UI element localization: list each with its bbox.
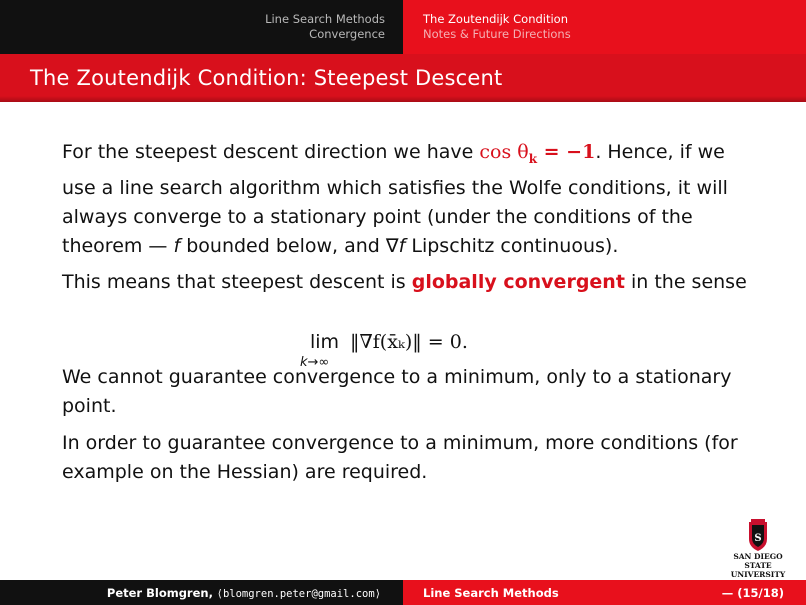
nav-left-panel xyxy=(0,0,403,54)
eq-lim-subscript: k→∞ xyxy=(300,355,330,370)
nav-section-notes[interactable]: Notes & Future Directions xyxy=(423,27,571,41)
sdsu-wordmark-line1: SAN DIEGO STATE xyxy=(733,552,783,570)
nav-right-panel xyxy=(403,0,806,54)
navigation-bar xyxy=(0,0,806,54)
footer-author-name: Peter Blomgren, xyxy=(106,586,213,600)
nav-section-zoutendijk[interactable]: The Zoutendijk Condition xyxy=(423,12,569,26)
svg-text:S: S xyxy=(754,533,762,544)
globally-convergent-emphasis: globally convergent xyxy=(411,270,625,293)
sdsu-wordmark xyxy=(722,552,794,579)
footer-author xyxy=(107,586,381,600)
p2-text-b: in the sense xyxy=(624,270,747,293)
limit-equation xyxy=(300,331,560,377)
frame-title-bar xyxy=(0,54,806,102)
sdsu-wordmark-line2: UNIVERSITY xyxy=(730,570,786,579)
p1-f-grad: f xyxy=(398,234,406,257)
p1-text-b: . Hence, if we use a line search algorithm which satisfies the Wolfe conditions, it will always converge to a stationary point (under the conditions of the theorem — xyxy=(62,141,728,257)
p1-f: f xyxy=(173,234,181,257)
footer-short-title: Line Search Methods xyxy=(423,586,559,600)
nav-section-convergence[interactable]: Convergence xyxy=(309,27,385,41)
p1-text-a: For the steepest descent direction we have xyxy=(62,141,480,163)
paragraph-hessian-conditions: In order to guarantee convergence to a minimum, more conditions (for example on the Hessian) are required. xyxy=(62,431,738,483)
p1-text-d: Lipschitz continuous). xyxy=(405,234,619,257)
sdsu-shield-icon xyxy=(722,517,794,553)
footer-page-number: — (15/18) xyxy=(721,586,784,600)
cos-theta-value: = −1 xyxy=(537,141,596,163)
eq-lim: lim xyxy=(310,331,340,353)
theta-subscript: k xyxy=(528,151,538,166)
footer-email: ⟨blomgren.peter@gmail.com⟩ xyxy=(216,588,381,600)
paragraph-steepest-descent xyxy=(62,138,762,261)
paragraph-globally-convergent xyxy=(62,268,762,297)
paragraph-cannot-guarantee: We cannot guarantee convergence to a minimum, only to a stationary point. xyxy=(62,365,732,417)
nav-section-line-search[interactable]: Line Search Methods xyxy=(265,12,385,26)
p2-text-a: This means that steepest descent is xyxy=(62,270,412,293)
footer-right xyxy=(403,580,806,605)
title-bar-shadow xyxy=(0,96,806,102)
cos-theta-math xyxy=(479,141,596,166)
sdsu-logo xyxy=(722,517,794,579)
cos-theta: cos θ xyxy=(479,141,529,163)
slide-body xyxy=(62,138,762,487)
eq-norm-expression: ‖∇f(x̄ₖ)‖ = 0. xyxy=(350,331,468,353)
footer-left xyxy=(0,580,403,605)
p1-text-c: bounded below, and ∇ xyxy=(180,234,399,257)
frame-title: The Zoutendijk Condition: Steepest Descent xyxy=(30,66,503,90)
footer-bar xyxy=(0,580,806,605)
